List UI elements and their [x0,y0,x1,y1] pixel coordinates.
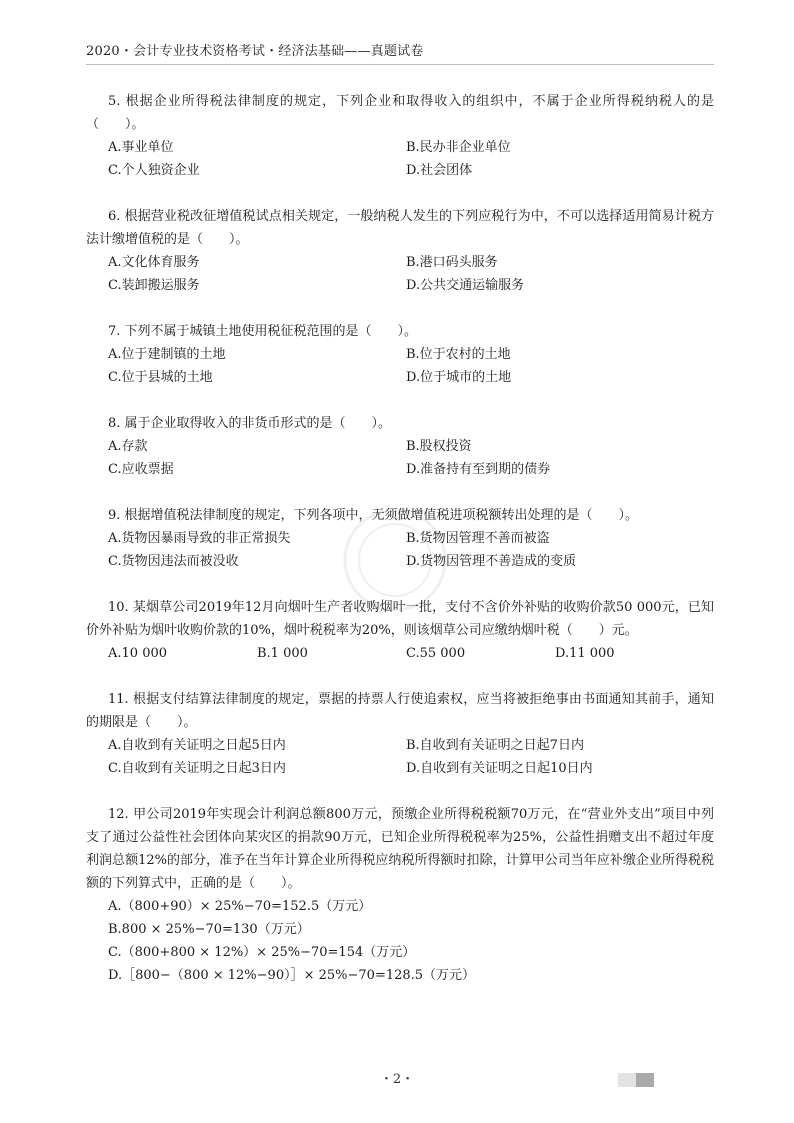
option-d: D.位于城市的土地 [406,370,512,385]
option-d: D.公共交通运输服务 [406,278,525,293]
corner-tab-dark [636,1073,654,1087]
option-c: C.货物因违法而被没收 [108,554,239,569]
question-6 [86,205,714,297]
option-a: A.（800+90）× 25%−70=152.5（万元） [108,899,372,914]
question-7 [86,320,714,389]
option-a: A.存款 [108,439,148,454]
option-b: B.位于农村的土地 [406,347,511,362]
option-d: D.货物因管理不善造成的变质 [406,554,577,569]
option-d: D.社会团体 [406,163,473,178]
question-stem: 5. 根据企业所得税法律制度的规定，下列企业和取得收入的组织中，不属于企业所得税纳税人的是（ ）。 [86,94,714,132]
question-9 [86,504,714,573]
page-number: ・2・ [379,1072,415,1087]
option-c: C.55 000 [406,646,466,661]
question-10 [86,596,714,665]
option-a: A.位于建制镇的土地 [108,347,226,362]
option-c: C.自收到有关证明之日起3日内 [108,761,286,776]
option-a: A.货物因暴雨导致的非正常损失 [108,531,291,546]
question-stem: 10. 某烟草公司2019年12月向烟叶生产者收购烟叶一批，支付不含价外补贴的收购价款50 000元，已知价外补贴为烟叶收购价款的10%，烟叶税税率为20%，则该烟草公司应缴纳烟叶税（ ）元。 [86,600,714,638]
question-stem: 7. 下列不属于城镇土地使用税征税范围的是（ ）。 [108,324,418,339]
option-d: D.［800−（800 × 12%−90）］× 25%−70=128.5（万元） [108,968,476,983]
question-8 [86,412,714,481]
option-b: B.1 000 [257,646,308,661]
question-12 [86,803,714,987]
option-a: A.事业单位 [108,140,174,155]
option-c: C.个人独资企业 [108,163,200,178]
question-list [86,90,714,1010]
option-b: B.自收到有关证明之日起7日内 [406,738,584,753]
question-11 [86,688,714,780]
option-b: B.800 × 25%−70=130（万元） [108,922,310,937]
question-stem: 12. 甲公司2019年实现会计利润总额800万元，预缴企业所得税税额70万元，在“营业外支出”项目中列支了通过公益性社会团体向某灾区的捐款90万元，已知企业所得税税率为25%，公益性捐赠支出不超过年度利润总额12%的部分，准予在当年计算企业所得税应纳税所得额时扣除，计算甲公司当年应补缴企业所得税税额的下列算式中，正确的是（ ）。 [86,807,714,891]
question-5 [86,90,714,182]
option-c: C.装卸搬运服务 [108,278,200,293]
option-b: B.港口码头服务 [406,255,498,270]
running-header: 2020・会计专业技术资格考试・经济法基础——真题试卷 [86,44,424,59]
option-d: D.准备持有至到期的债券 [406,462,551,477]
option-d: D.11 000 [555,646,615,661]
option-b: B.股权投资 [406,439,472,454]
option-c: C.应收票据 [108,462,174,477]
question-stem: 11. 根据支付结算法律制度的规定，票据的持票人行使追索权，应当将被拒绝事由书面通知其前手，通知的期限是（ ）。 [86,692,714,730]
option-b: B.民办非企业单位 [406,140,511,155]
header-divider [86,64,714,65]
question-stem: 8. 属于企业取得收入的非货币形式的是（ ）。 [108,416,392,431]
option-b: B.货物因管理不善而被盗 [406,531,550,546]
option-a: A.自收到有关证明之日起5日内 [108,738,286,753]
option-c: C.位于县城的土地 [108,370,213,385]
option-a: A.文化体育服务 [108,255,200,270]
corner-tab-light [618,1073,636,1087]
option-c: C.（800+800 × 12%）× 25%−70=154（万元） [108,945,416,960]
question-stem: 9. 根据增值税法律制度的规定，下列各项中，无须做增值税进项税额转出处理的是（ ）。 [108,508,639,523]
option-d: D.自收到有关证明之日起10日内 [406,761,593,776]
option-a: A.10 000 [108,646,168,661]
question-stem: 6. 根据营业税改征增值税试点相关规定，一般纳税人发生的下列应税行为中，不可以选择适用简易计税方法计缴增值税的是（ ）。 [86,209,714,247]
